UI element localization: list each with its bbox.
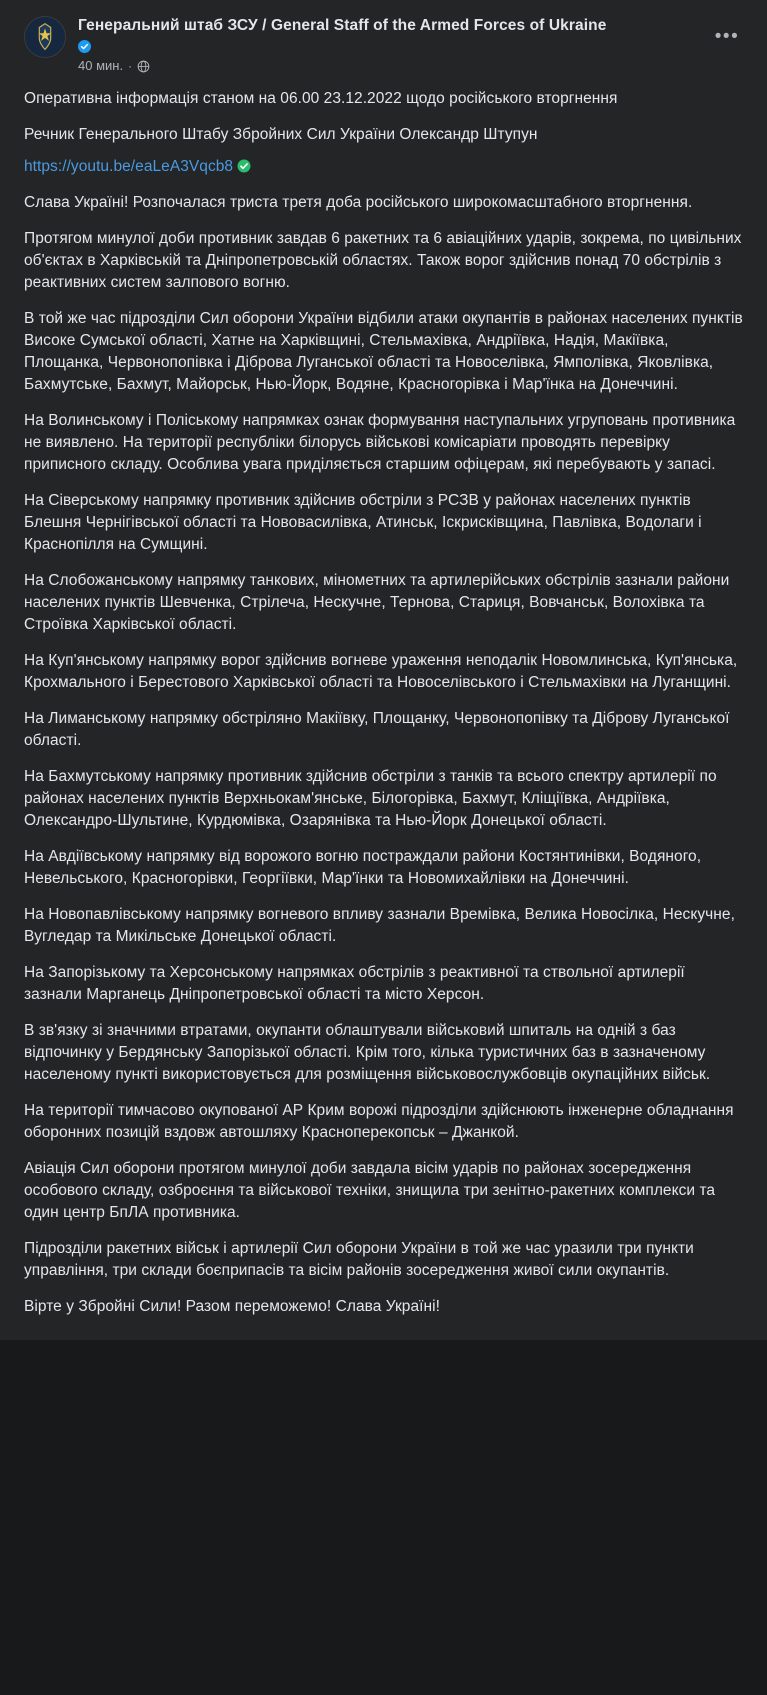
post-more-options-button[interactable]: ••• [714, 25, 740, 47]
post-paragraph: Підрозділи ракетних військ і артилерії Сил оборони України в той же час уразили три пункти управління, три склади боєприпасів та вісім районів зосередження живої сили окупантів. [24, 1240, 694, 1279]
avatar[interactable] [24, 16, 66, 58]
post-paragraph: Оперативна інформація станом на 06.00 23.12.2022 щодо російського вторгнення [24, 90, 618, 107]
post-paragraph: Протягом минулої доби противник завдав 6 ракетних та 6 авіаційних ударів, зокрема, по цивільних об'єктах в Харківській та Дніпропетровській областях. Також ворог здійснив понад 70 обстрілів з реактивних систем залпового вогню. [24, 230, 742, 291]
post-meta [78, 58, 703, 74]
post-paragraph: Слава Україні! Розпочалася триста третя доба російського широкомасштабного вторгнення. [24, 194, 693, 211]
post-paragraph: На Лиманському напрямку обстріляно Макіївку, Площанку, Червонопопівку та Діброву Луганської області. [24, 710, 730, 749]
post-paragraph: На Волинському і Поліському напрямках ознак формування наступальних угруповань противника не виявлено. На території республіки білорусь військові комісаріати проводять перевірку приписного складу. Особлива увага приділяється старшим офіцерам, які перебувають у запасі. [24, 412, 736, 473]
post-paragraph: На Бахмутському напрямку противник здійснив обстріли з танків та всього спектру артилерії по районах населених пунктів Верхньокам'янське, Білогорівка, Бахмут, Кліщіївка, Андріївка, Олександро-Шультине, Курдюмівка, Озарянівка та Нью-Йорк Донецької області. [24, 768, 717, 829]
post-body [24, 88, 743, 1318]
meta-separator: · [128, 59, 133, 73]
verified-badge-icon [78, 40, 91, 53]
post-paragraph: На території тимчасово окупованої АР Крим ворожі підрозділи здійснюють інженерне обладнання оборонних позицій вздовж автошляху Красноперекопськ – Джанкой. [24, 1102, 734, 1141]
post-link-paragraph [24, 156, 743, 178]
post-header [24, 16, 743, 74]
post-paragraph: Вірте у Збройні Сили! Разом переможемо! Слава Україні! [24, 1298, 440, 1315]
page-name[interactable]: Генеральний штаб ЗСУ / General Staff of the Armed Forces of Ukraine [78, 17, 607, 34]
post-paragraph: На Авдіївському напрямку від ворожого вогню постраждали райони Костянтинівки, Водяного, Невельського, Красногорівки, Георгіївки, Мар'їнки та Новомихайлівки на Донеччині. [24, 848, 702, 887]
post-paragraph: В той же час підрозділи Сил оборони України відбили атаки окупантів в районах населених пунктів Високе Сумської області, Хатне на Харківщині, Стельмахівка, Андріївка, Надія, Макіївка, Площанка, Червонопопівка і Діброва Луганської області та Новоселівка, Ямполівка, Яковлівка, Бахмутське, Бахмут, Майорськ, Нью-Йорк, Водяне, Красногорівка і Мар'їнка на Донеччині. [24, 310, 743, 393]
post-paragraph: На Запорізькому та Херсонському напрямках обстрілів з реактивної та ствольної артилерії зазнали Марганець Дніпропетровської області та місто Херсон. [24, 964, 685, 1003]
post-timestamp[interactable]: 40 мин. [78, 58, 124, 73]
post-paragraph: На Куп'янському напрямку ворог здійснив вогневе ураження неподалік Новомлинська, Куп'янська, Крохмального і Берестового Харківської області та Новоселівського і Стельмахівки на Луганщині. [24, 652, 738, 691]
post-paragraph: На Слобожанському напрямку танкових, мінометних та артилерійських обстрілів зазнали райони населених пунктів Шевченка, Стрілеча, Нескучне, Тернова, Стариця, Вовчанськ, Волохівка та Строївка Харківської області. [24, 572, 730, 633]
post-paragraph: На Сіверському напрямку противник здійснив обстріли з РСЗВ у районах населених пунктів Блешня Чернігівської області та Нововасилівка, Атинськ, Іскрисківщина, Павлівка, Водолаги і Краснопілля на Сумщині. [24, 492, 702, 553]
verified-check-icon [237, 158, 251, 172]
post-paragraph: Речник Генерального Штабу Збройних Сил України Олександр Штупун [24, 126, 538, 143]
post-paragraph: На Новопавлівському напрямку вогневого впливу зазнали Времівка, Велика Новосілка, Нескучне, Вугледар та Микільське Донецької області. [24, 906, 735, 945]
youtube-link[interactable]: https://youtu.be/eaLeA3Vqcb8 [24, 158, 234, 175]
verified-row [78, 38, 703, 54]
post-paragraph: В зв'язку зі значними втратами, окупанти облаштували військовий шпиталь на одній з баз відпочинку у Бердянську Запорізької області. Крім того, кілька туристичних баз в зазначеному населеному пункті використовується для розміщення військовослужбовців окупаційних військ. [24, 1022, 711, 1083]
post-header-text [78, 16, 743, 74]
globe-icon[interactable] [137, 60, 150, 73]
post-paragraph: Авіація Сил оборони протягом минулої доби завдала вісім ударів по районах зосередження особового складу, озброєння та військової техніки, знищила три зенітно-ракетних комплекси та один центр БпЛА противника. [24, 1160, 716, 1221]
